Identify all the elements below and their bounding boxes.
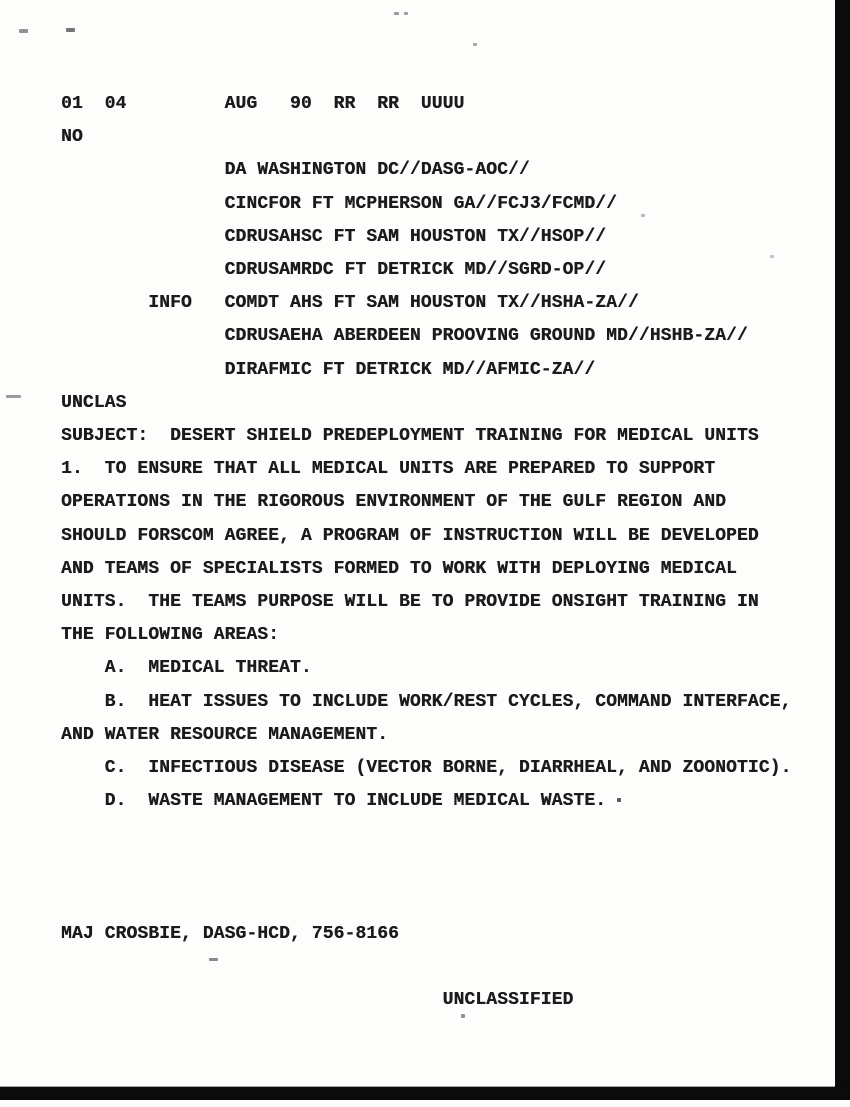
info-cdrusaeha: CDRUSAEHA ABERDEEN PROOVING GROUND MD//HSHB-ZA// [61,326,748,347]
scan-speck [770,255,774,258]
scan-speck [641,214,645,217]
blank-line [61,852,791,885]
item-b-line1: B. HEAT ISSUES TO INCLUDE WORK/REST CYCLES, COMMAND INTERFACE, [61,691,792,712]
addressee-da: DA WASHINGTON DC//DASG-AOC// [61,160,530,181]
para1-line5: UNITS. THE TEAMS PURPOSE WILL BE TO PROVIDE ONSIGHT TRAINING IN [61,592,759,613]
info-dirafmic: DIRAFMIC FT DETRICK MD//AFMIC-ZA// [61,359,596,380]
scan-edge-bottom-bar [0,1087,850,1100]
scan-speck [6,395,21,398]
para1-line6: THE FOLLOWING AREAS: [61,625,280,646]
info-comdt: INFO COMDT AHS FT SAM HOUSTON TX//HSHA-ZA// [61,293,639,314]
no-line: NO [61,127,83,148]
para1-line1: 1. TO ENSURE THAT ALL MEDICAL UNITS ARE PREPARED TO SUPPORT [61,459,716,480]
addressee-cdrusamrdc: CDRUSAMRDC FT DETRICK MD//SGRD-OP// [61,260,607,281]
scan-speck [461,1014,465,1018]
scan-speck [404,12,408,15]
item-a: A. MEDICAL THREAT. [61,658,312,679]
para1-line4: AND TEAMS OF SPECIALISTS FORMED TO WORK WITH DEPLOYING MEDICAL [61,558,737,579]
scan-edge-right-bar [835,0,850,1100]
scan-speck [19,29,28,33]
classification-footer: UNCLASSIFIED [61,990,574,1011]
blank-line [61,951,791,984]
document-text [61,88,791,1018]
scan-speck [66,28,75,32]
poc-line: MAJ CROSBIE, DASG-HCD, 756-8166 [61,924,399,945]
scan-speck [209,958,218,961]
scan-speck [617,798,621,802]
item-d: D. WASTE MANAGEMENT TO INCLUDE MEDICAL WASTE. [61,791,607,812]
scan-speck [394,12,399,15]
blank-line [61,885,791,918]
addressee-cincfor: CINCFOR FT MCPHERSON GA//FCJ3/FCMD// [61,193,617,214]
item-c: C. INFECTIOUS DISEASE (VECTOR BORNE, DIARRHEAL, AND ZOONOTIC). [61,758,792,779]
item-b-line2: AND WATER RESOURCE MANAGEMENT. [61,724,389,745]
addressee-cdrusahsc: CDRUSAHSC FT SAM HOUSTON TX//HSOP// [61,226,607,247]
header-line: 01 04 AUG 90 RR RR UUUU [61,94,465,114]
blank-line [61,818,791,851]
subject-line: SUBJECT: DESERT SHIELD PREDEPLOYMENT TRAINING FOR MEDICAL UNITS [61,426,759,447]
scan-speck [473,43,477,46]
unclas-line: UNCLAS [61,392,127,413]
para1-line3: SHOULD FORSCOM AGREE, A PROGRAM OF INSTRUCTION WILL BE DEVELOPED [61,525,759,546]
para1-line2: OPERATIONS IN THE RIGOROUS ENVIRONMENT OF THE GULF REGION AND [61,492,727,513]
